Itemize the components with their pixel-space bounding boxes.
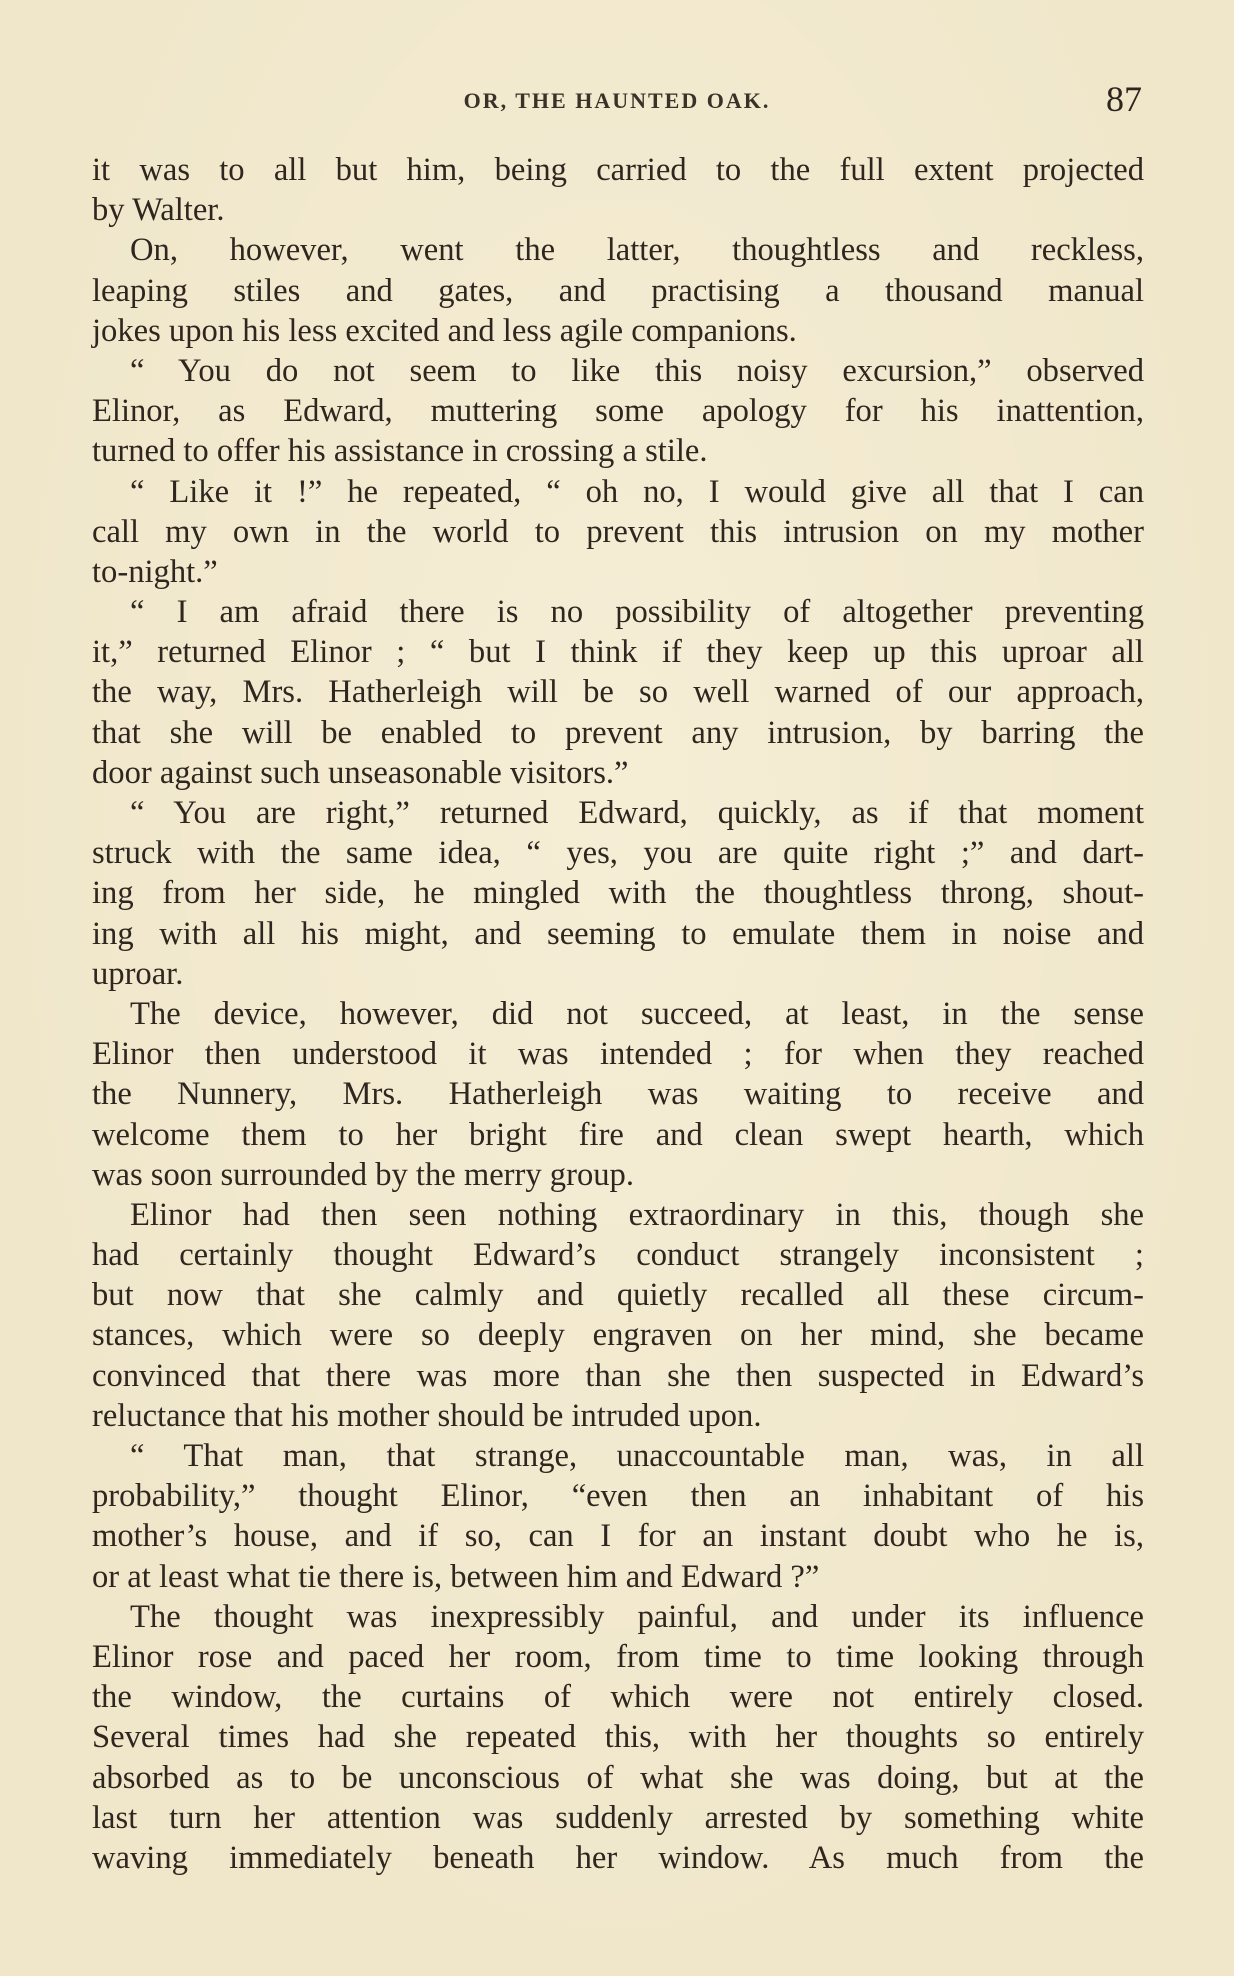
text-line: “ You are right,” returned Edward, quickly, as if that moment bbox=[130, 795, 1144, 831]
running-head: OR, THE HAUNTED OAK. bbox=[463, 88, 771, 113]
text-line: “ Like it !” he repeated, “ oh no, I would give all that I can bbox=[130, 473, 1144, 510]
body-text bbox=[92, 150, 1144, 1878]
text-line: call my own in the world to prevent this intrusion on my mother bbox=[92, 513, 1144, 550]
text-line: On, however, went the latter, thoughtless and reckless, bbox=[130, 232, 1144, 269]
text-line: Elinor, as Edward, muttering some apology for his inattention, bbox=[92, 393, 1144, 430]
text-line: ing from her side, he mingled with the thoughtless throng, shout- bbox=[92, 875, 1144, 912]
text-line: turned to offer his assistance in crossing a stile. bbox=[92, 433, 708, 470]
text-line: but now that she calmly and quietly recalled all these circum- bbox=[92, 1277, 1144, 1314]
text-line: by Walter. bbox=[92, 192, 225, 229]
text-line: the way, Mrs. Hatherleigh will be so well warned of our approach, bbox=[92, 674, 1144, 711]
text-line: “ That man, that strange, unaccountable man, was, in all bbox=[130, 1438, 1144, 1474]
text-line: or at least what tie there is, between him and Edward ?” bbox=[92, 1558, 820, 1595]
text-line: ing with all his might, and seeming to emulate them in noise and bbox=[92, 915, 1144, 952]
text-line: Several times had she repeated this, with her thoughts so entirely bbox=[92, 1719, 1144, 1756]
text-line: it,” returned Elinor ; “ but I think if they keep up this uproar all bbox=[92, 634, 1144, 671]
text-line: waving immediately beneath her window. As much from the bbox=[92, 1839, 1144, 1876]
text-line: uproar. bbox=[92, 955, 184, 992]
text-line: Elinor rose and paced her room, from time to time looking through bbox=[92, 1638, 1144, 1675]
text-line: was soon surrounded by the merry group. bbox=[92, 1156, 634, 1193]
text-line: that she will be enabled to prevent any intrusion, by barring the bbox=[92, 714, 1144, 751]
text-line: door against such unseasonable visitors.” bbox=[92, 754, 629, 791]
text-line: it was to all but him, being carried to the full extent projected bbox=[92, 152, 1144, 188]
text-line: welcome them to her bright fire and clean swept hearth, which bbox=[92, 1116, 1144, 1153]
text-line: the Nunnery, Mrs. Hatherleigh was waiting to receive and bbox=[92, 1076, 1144, 1113]
text-line: absorbed as to be unconscious of what she was doing, but at the bbox=[92, 1759, 1144, 1796]
text-line: struck with the same idea, “ yes, you are quite right ;” and dart- bbox=[92, 835, 1144, 872]
text-line: “ I am afraid there is no possibility of altogether preventing bbox=[130, 594, 1144, 631]
page-number: 87 bbox=[1106, 79, 1142, 119]
text-line: leaping stiles and gates, and practising a thousand manual bbox=[92, 272, 1144, 309]
text-line: Elinor then understood it was intended ; for when they reached bbox=[92, 1036, 1144, 1073]
page-header bbox=[92, 79, 1142, 124]
text-line: The device, however, did not succeed, at least, in the sense bbox=[130, 995, 1144, 1032]
text-line: “ You do not seem to like this noisy excursion,” observed bbox=[130, 352, 1144, 389]
text-line: mother’s house, and if so, can I for an instant doubt who he is, bbox=[92, 1518, 1144, 1555]
text-line: had certainly thought Edward’s conduct strangely inconsistent ; bbox=[92, 1237, 1144, 1274]
text-line: jokes upon his less excited and less agile companions. bbox=[92, 312, 797, 349]
text-line: The thought was inexpressibly painful, and under its influence bbox=[130, 1598, 1144, 1635]
text-line: reluctance that his mother should be intruded upon. bbox=[92, 1397, 762, 1434]
text-line: Elinor had then seen nothing extraordinary in this, though she bbox=[130, 1196, 1144, 1233]
text-line: to-night.” bbox=[92, 553, 218, 590]
text-line: probability,” thought Elinor, “even then an inhabitant of his bbox=[92, 1478, 1144, 1515]
text-line: the window, the curtains of which were not entirely closed. bbox=[92, 1679, 1144, 1716]
text-line: stances, which were so deeply engraven on her mind, she became bbox=[92, 1317, 1144, 1354]
text-line: last turn her attention was suddenly arrested by something white bbox=[92, 1799, 1144, 1836]
text-line: convinced that there was more than she then suspected in Edward’s bbox=[92, 1357, 1144, 1394]
